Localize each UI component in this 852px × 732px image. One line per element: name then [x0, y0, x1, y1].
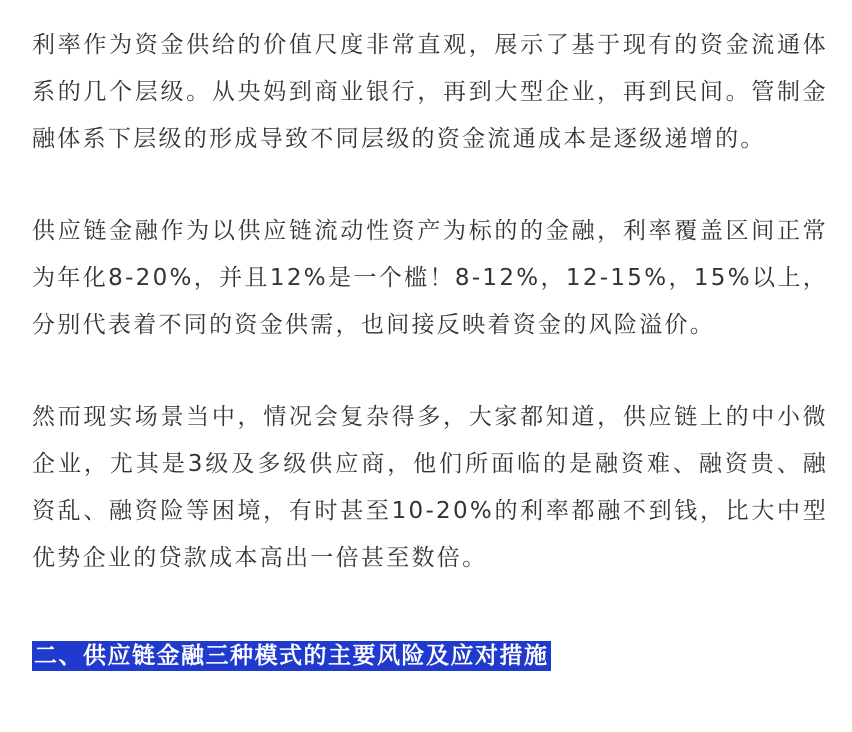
- section-heading: 二、供应链金融三种模式的主要风险及应对措施: [34, 643, 549, 669]
- paragraph-sme-financing: 然而现实场景当中，情况会复杂得多，大家都知道，供应链上的中小微企业，尤其是3级及多级供应商，他们所面临的是融资难、融资贵、融资乱、融资险等困境，有时甚至10-20%的利率都融不到钱，比大中型优势企业的贷款成本高出一倍甚至数倍。: [32, 404, 828, 571]
- article-body: [32, 22, 828, 671]
- paragraph-supply-chain-finance: 供应链金融作为以供应链流动性资产为标的的金融，利率覆盖区间正常为年化8-20%，并且12%是一个槛！8-12%，12-15%，15%以上，分别代表着不同的资金供需，也间接反映着资金的风险溢价。: [32, 218, 828, 338]
- paragraph-interest-rate: 利率作为资金供给的价值尺度非常直观，展示了基于现有的资金流通体系的几个层级。从央妈到商业银行，再到大型企业，再到民间。管制金融体系下层级的形成导致不同层级的资金流通成本是逐级递增的。: [32, 32, 828, 152]
